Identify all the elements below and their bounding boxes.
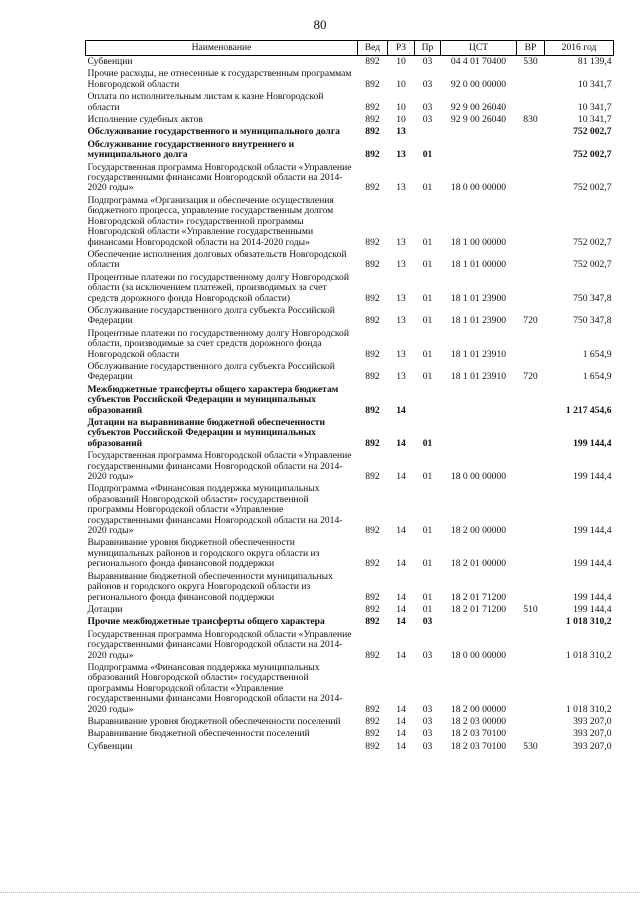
cell-cst (441, 384, 517, 417)
cell-sum: 752 002,7 (573, 259, 612, 271)
cell-pr: 03 (422, 728, 433, 740)
cell-name: Обслуживание государственного долга субъекта Российской Федерации (87, 304, 335, 327)
cell-pr: 01 (422, 259, 433, 271)
table-row (86, 272, 614, 305)
header-ved: Вед (358, 41, 388, 56)
cell-pr: 01 (422, 371, 433, 383)
cell-ved: 892 (365, 558, 380, 570)
cell-sum: 750 347,8 (573, 292, 612, 304)
cell-name: Обслуживание государственного долга субъекта Российской Федерации (87, 360, 335, 383)
cell-cst: 04 4 01 70400 (450, 56, 507, 67)
cell-cst: 92 9 00 26040 (450, 114, 507, 126)
cell-ved: 892 (365, 728, 380, 740)
cell-sum: 10 341,7 (577, 114, 612, 126)
header-rz: РЗ (388, 41, 415, 56)
cell-vr (517, 249, 545, 272)
cell-vr: 530 (523, 740, 538, 752)
cell-ved: 892 (365, 315, 380, 327)
cell-pr: 01 (422, 525, 433, 537)
cell-rz: 13 (396, 348, 406, 360)
cell-ved: 892 (365, 56, 380, 67)
table-row (86, 483, 614, 537)
cell-rz: 14 (396, 603, 406, 615)
cell-pr: 03 (422, 649, 433, 661)
table-row (86, 361, 614, 384)
cell-cst: 18 2 01 00000 (450, 558, 507, 570)
cell-cst (441, 417, 517, 450)
cell-cst: 18 2 03 70100 (450, 740, 507, 752)
cell-sum: 752 002,7 (573, 126, 612, 138)
cell-name: Прочие межбюджетные трансферты общего характера (87, 616, 325, 628)
table-row (86, 629, 614, 662)
table-row (86, 305, 614, 328)
cell-ved: 892 (365, 603, 380, 615)
cell-vr (517, 384, 545, 417)
cell-cst: 18 0 00 00000 (450, 649, 507, 661)
cell-pr: 03 (422, 715, 433, 727)
table-row (86, 741, 614, 753)
cell-rz: 13 (396, 259, 406, 271)
cell-rz: 13 (396, 371, 406, 383)
cell-sum: 10 341,7 (577, 101, 612, 113)
table-row (86, 114, 614, 126)
cell-vr (517, 417, 545, 450)
cell-ved: 892 (365, 126, 380, 138)
cell-cst: 18 2 00 00000 (450, 703, 507, 715)
cell-name: Выравнивание бюджетной обеспеченности поселений (87, 728, 310, 740)
cell-cst: 18 2 01 71200 (450, 591, 507, 603)
bottom-edge-divider (0, 892, 640, 895)
cell-ved: 892 (365, 616, 380, 628)
cell-vr: 830 (523, 114, 538, 126)
cell-sum: 199 144,4 (573, 603, 612, 615)
cell-cst: 18 2 03 70100 (450, 728, 507, 740)
cell-sum: 752 002,7 (573, 149, 612, 161)
cell-pr (415, 384, 441, 417)
cell-cst (441, 616, 517, 628)
cell-cst: 92 0 00 00000 (450, 78, 507, 90)
cell-pr: 01 (422, 182, 433, 194)
cell-ved: 892 (365, 182, 380, 194)
cell-name: Обслуживание государственного внутреннего и муниципального долга (87, 138, 295, 161)
cell-pr: 01 (422, 558, 433, 570)
cell-sum: 393 207,0 (573, 715, 612, 727)
cell-ved: 892 (365, 78, 380, 90)
cell-ved: 892 (365, 703, 380, 715)
table-row (86, 162, 614, 195)
cell-sum: 10 341,7 (577, 78, 612, 90)
cell-rz: 10 (396, 78, 406, 90)
table-row (86, 384, 614, 417)
cell-name: Процентные платежи по государственному долгу Новгородской области, производимые за счет средств дорожного фонда Новгородской области (87, 327, 349, 360)
cell-sum: 199 144,4 (573, 558, 612, 570)
cell-name: Субвенции (87, 56, 133, 67)
cell-vr (517, 68, 545, 91)
cell-cst: 18 1 00 00000 (450, 236, 507, 248)
cell-pr: 01 (422, 292, 433, 304)
cell-cst (441, 126, 517, 138)
cell-cst: 18 1 01 23900 (450, 315, 507, 327)
cell-vr: 530 (523, 56, 538, 67)
table-row (86, 328, 614, 361)
header-name: Наименование (86, 41, 358, 56)
cell-vr (517, 195, 545, 249)
cell-ved: 892 (365, 101, 380, 113)
cell-vr (517, 139, 545, 162)
cell-sum: 750 347,8 (573, 315, 612, 327)
cell-vr: 720 (523, 371, 538, 383)
page-number: 80 (313, 17, 327, 32)
cell-rz: 14 (396, 525, 406, 537)
cell-sum: 752 002,7 (573, 182, 612, 194)
cell-vr (517, 328, 545, 361)
cell-rz: 13 (396, 182, 406, 194)
cell-rz: 13 (396, 126, 406, 138)
cell-vr (517, 162, 545, 195)
cell-name: Выравнивание уровня бюджетной обеспеченности муниципальных районов и городского округа области из регионального фонда финансовой поддержки (87, 537, 320, 570)
cell-name: Процентные платежи по государственному долгу Новгородской области (за исключением платежей, производимых за счет средств дорожного фонда Новгородской области) (87, 271, 349, 304)
header-year: 2016 год (545, 41, 614, 56)
cell-name: Выравнивание уровня бюджетной обеспеченности поселений (87, 715, 341, 727)
cell-ved: 892 (365, 114, 380, 126)
cell-cst: 18 2 03 00000 (450, 715, 507, 727)
cell-name: Подпрограмма «Организация и обеспечение осуществления бюджетного процесса, управление государственным долгом Новгородской области» государственной программы Новгородской области «Управление государственными финансами Новгородской области на 2014-2020 годы» (87, 194, 334, 248)
table-row (86, 616, 614, 628)
cell-vr (517, 537, 545, 570)
table-row (86, 56, 614, 69)
cell-rz: 10 (396, 101, 406, 113)
cell-pr (415, 126, 441, 138)
cell-sum: 199 144,4 (573, 525, 612, 537)
cell-name: Прочие расходы, не отнесенные к государственным программам Новгородской области (87, 68, 352, 90)
cell-name: Выравнивание бюджетной обеспеченности муниципальных районов и городского округа Новгородской области из регионального фонда финансовой поддержки (87, 570, 333, 603)
cell-rz: 13 (396, 236, 406, 248)
cell-cst: 18 0 00 00000 (450, 471, 507, 483)
cell-pr: 01 (422, 437, 433, 449)
table-row (86, 91, 614, 114)
table-row (86, 139, 614, 162)
cell-vr (517, 629, 545, 662)
cell-cst (441, 139, 517, 162)
cell-ved: 892 (365, 437, 380, 449)
cell-rz: 10 (396, 56, 406, 67)
cell-rz: 13 (396, 149, 406, 161)
table-row (86, 450, 614, 483)
cell-ved: 892 (365, 649, 380, 661)
cell-rz: 13 (396, 315, 406, 327)
cell-vr (517, 91, 545, 114)
cell-cst: 18 1 01 23910 (450, 371, 507, 383)
cell-cst: 18 1 01 23910 (450, 348, 507, 360)
table-row (86, 126, 614, 138)
cell-name: Обслуживание государственного и муниципального долга (87, 126, 340, 138)
cell-cst: 18 2 00 00000 (450, 525, 507, 537)
table-row (86, 68, 614, 91)
cell-pr: 01 (422, 348, 433, 360)
cell-sum: 199 144,4 (573, 471, 612, 483)
cell-name: Субвенции (87, 740, 133, 752)
cell-pr: 01 (422, 315, 433, 327)
cell-name: Межбюджетные трансферты общего характера бюджетам субъектов Российской Федерации и муниципальных образований (87, 383, 339, 416)
cell-rz: 14 (396, 591, 406, 603)
cell-rz: 14 (396, 715, 406, 727)
cell-vr (517, 728, 545, 740)
cell-name: Дотации (87, 603, 123, 615)
cell-vr (517, 662, 545, 716)
cell-vr (517, 450, 545, 483)
cell-rz: 10 (396, 114, 406, 126)
cell-sum: 393 207,0 (573, 728, 612, 740)
cell-pr: 03 (422, 703, 433, 715)
cell-pr: 01 (422, 603, 433, 615)
table-row (86, 604, 614, 616)
budget-table (85, 40, 614, 753)
cell-sum: 1 654,9 (582, 348, 612, 360)
cell-cst: 18 2 01 71200 (450, 603, 507, 615)
cell-ved: 892 (365, 259, 380, 271)
cell-pr: 03 (422, 616, 433, 628)
cell-rz: 14 (396, 728, 406, 740)
cell-name: Исполнение судебных актов (87, 114, 203, 126)
cell-name: Подпрограмма «Финансовая поддержка муниципальных образований Новгородской области» государственной программы Новгородской области «Управление государственными финансами Новгородской области на 2014-2020 годы» (87, 483, 343, 537)
cell-sum: 752 002,7 (573, 236, 612, 248)
cell-vr (517, 272, 545, 305)
cell-ved: 892 (365, 236, 380, 248)
cell-cst: 18 0 00 00000 (450, 182, 507, 194)
cell-ved: 892 (365, 371, 380, 383)
table-row (86, 728, 614, 740)
cell-pr: 03 (422, 101, 433, 113)
cell-ved: 892 (365, 404, 380, 416)
table-row (86, 417, 614, 450)
cell-name: Государственная программа Новгородской области «Управление государственными финансами Новгородской области на 2014-2020 годы» (87, 161, 352, 194)
cell-sum: 393 207,0 (573, 740, 612, 752)
cell-rz: 14 (396, 437, 406, 449)
table-row (86, 662, 614, 716)
cell-rz: 14 (396, 404, 406, 416)
cell-rz: 14 (396, 740, 406, 752)
cell-vr (517, 716, 545, 728)
cell-sum: 1 217 454,6 (565, 404, 612, 416)
cell-name: Обеспечение исполнения долговых обязательств Новгородской области (87, 248, 347, 271)
cell-pr: 01 (422, 149, 433, 161)
cell-name: Дотации на выравнивание бюджетной обеспеченности субъектов Российской Федерации и муниципальных образований (87, 417, 325, 449)
table-body (86, 56, 614, 754)
cell-sum: 81 139,4 (577, 56, 612, 67)
cell-rz: 14 (396, 558, 406, 570)
table-row (86, 571, 614, 604)
cell-rz: 14 (396, 703, 406, 715)
cell-sum: 1 018 310,2 (565, 649, 612, 661)
cell-rz: 14 (396, 616, 406, 628)
cell-sum: 199 144,4 (573, 591, 612, 603)
table-row (86, 249, 614, 272)
cell-cst: 92 9 00 26040 (450, 101, 507, 113)
header-pr: Пр (415, 41, 441, 56)
cell-name: Подпрограмма «Финансовая поддержка муниципальных образований Новгородской области» государственной программы Новгородской области «Управление государственными финансами Новгородской области на 2014-2020 годы» (87, 661, 343, 715)
cell-ved: 892 (365, 715, 380, 727)
cell-sum: 199 144,4 (573, 437, 612, 449)
cell-pr: 01 (422, 471, 433, 483)
cell-rz: 14 (396, 649, 406, 661)
cell-cst: 18 1 01 00000 (450, 259, 507, 271)
cell-ved: 892 (365, 471, 380, 483)
cell-ved: 892 (365, 740, 380, 752)
cell-ved: 892 (365, 149, 380, 161)
cell-name: Государственная программа Новгородской области «Управление государственными финансами Новгородской области на 2014-2020 годы» (87, 628, 352, 661)
cell-pr: 01 (422, 236, 433, 248)
table-row (86, 537, 614, 570)
cell-vr (517, 483, 545, 537)
table-header-row (86, 41, 614, 56)
cell-name: Оплата по исполнительным листам к казне Новгородской области (87, 91, 324, 113)
cell-sum: 1 018 310,2 (565, 616, 612, 628)
cell-pr: 03 (422, 78, 433, 90)
cell-rz: 13 (396, 292, 406, 304)
cell-vr (517, 571, 545, 604)
table-row (86, 195, 614, 249)
header-cst: ЦСТ (441, 41, 517, 56)
cell-pr: 01 (422, 591, 433, 603)
cell-ved: 892 (365, 525, 380, 537)
cell-sum: 1 654,9 (582, 371, 612, 383)
cell-rz: 14 (396, 471, 406, 483)
cell-sum: 1 018 310,2 (565, 703, 612, 715)
cell-pr: 03 (422, 56, 433, 67)
header-vr: ВР (517, 41, 545, 56)
cell-vr (517, 616, 545, 628)
cell-ved: 892 (365, 348, 380, 360)
table-row (86, 716, 614, 728)
cell-vr: 510 (523, 603, 538, 615)
cell-name: Государственная программа Новгородской области «Управление государственными финансами Новгородской области на 2014-2020 годы» (87, 450, 352, 483)
cell-ved: 892 (365, 292, 380, 304)
cell-cst: 18 1 01 23900 (450, 292, 507, 304)
cell-vr (517, 126, 545, 138)
cell-pr: 03 (422, 114, 433, 126)
cell-vr: 720 (523, 315, 538, 327)
cell-pr: 03 (422, 740, 433, 752)
cell-ved: 892 (365, 591, 380, 603)
